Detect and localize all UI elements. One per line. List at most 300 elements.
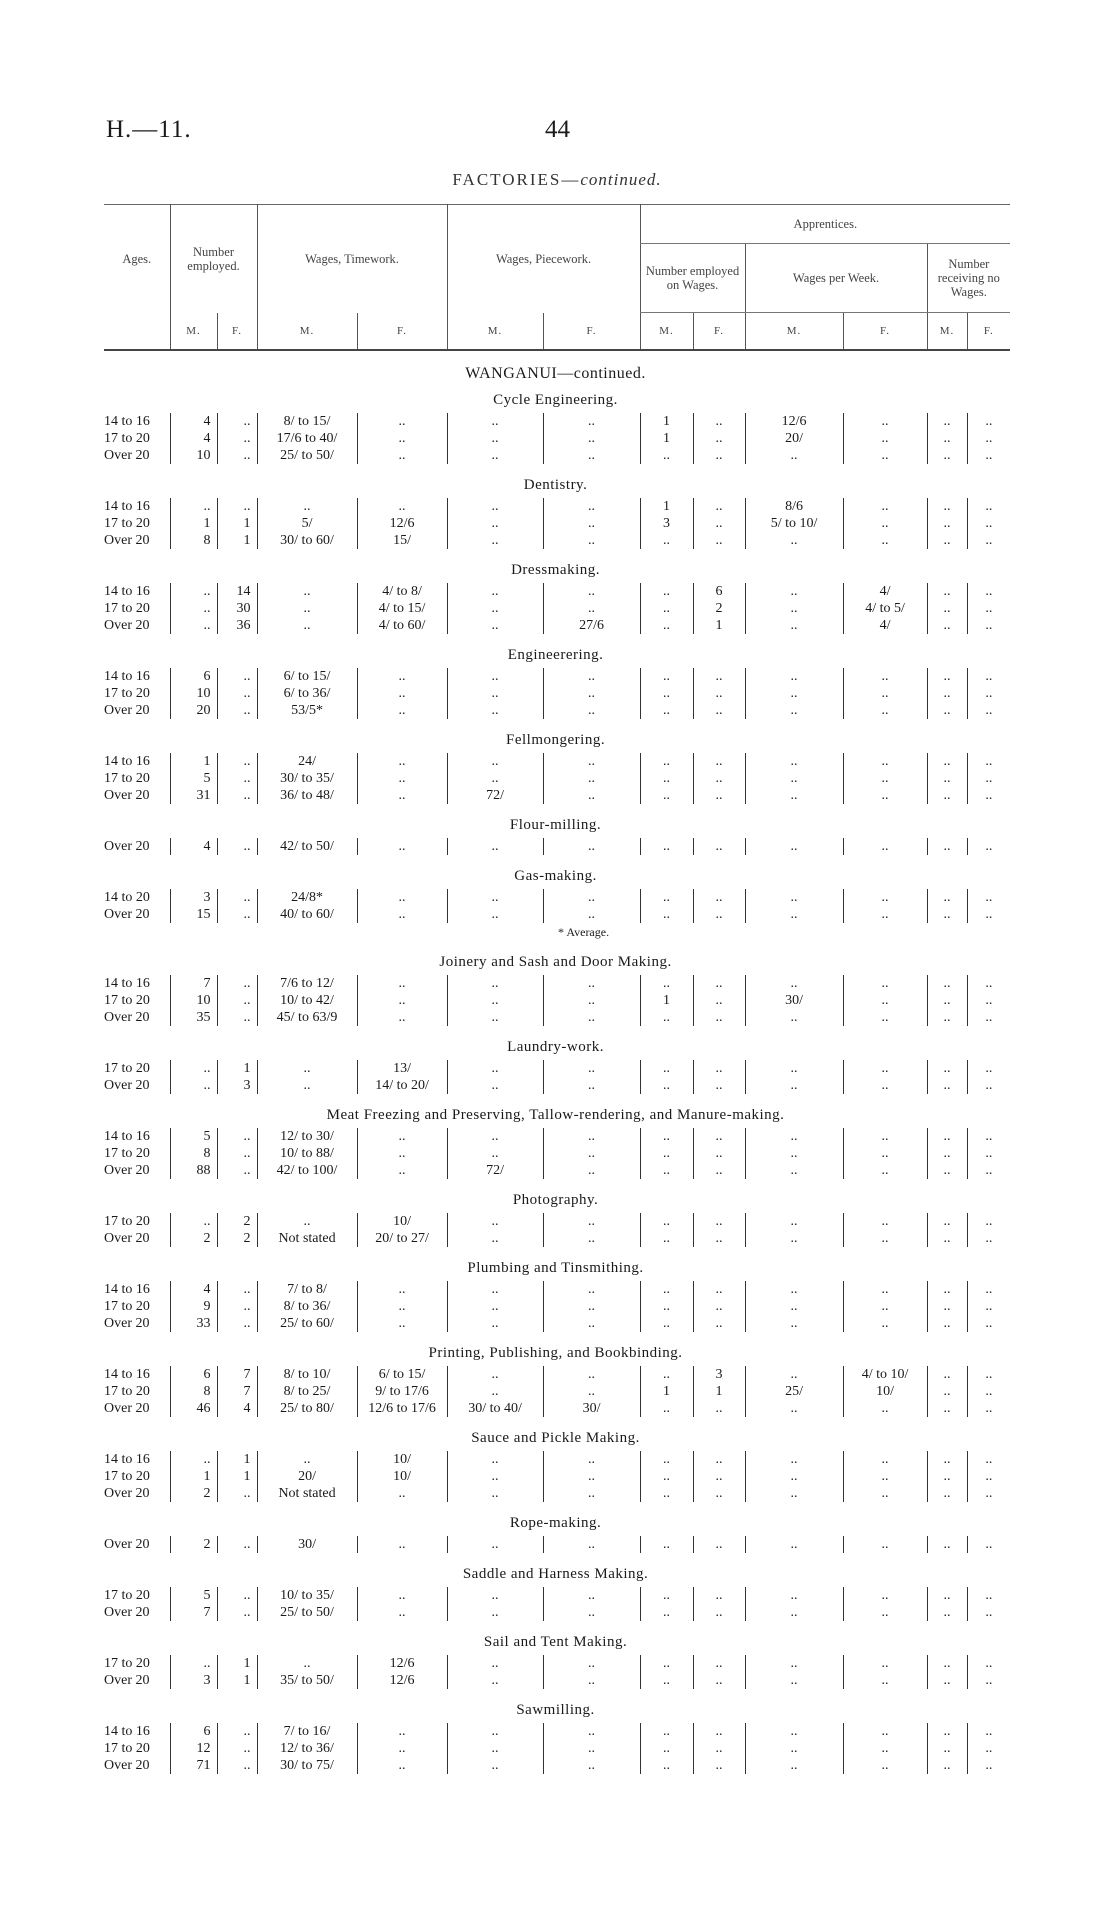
cell-no-wages-f: ..: [967, 1060, 1010, 1077]
cell-employed-m: 5: [170, 770, 217, 787]
cell-no-wages-m: ..: [927, 889, 967, 906]
cell-timework-m: 8/ to 15/: [257, 413, 357, 430]
cell-apprentice-number-f: ..: [693, 498, 745, 515]
cell-employed-f: 2: [217, 1213, 257, 1230]
cell-apprentice-number-f: ..: [693, 515, 745, 532]
cell-apprentice-number-f: ..: [693, 975, 745, 992]
cell-no-wages-f: ..: [967, 992, 1010, 1009]
cell-employed-m: 88: [170, 1162, 217, 1179]
cell-timework-f: ..: [357, 889, 447, 906]
cell-apprentice-number-m: ..: [640, 1009, 693, 1026]
section-spacer: [104, 1247, 1010, 1255]
cell-timework-m: ..: [257, 1451, 357, 1468]
cell-apprentice-wages-f: 4/ to 10/: [843, 1366, 927, 1383]
industry-heading: [104, 1340, 1010, 1366]
col-m: M.: [170, 313, 217, 351]
cell-apprentice-number-m: ..: [640, 583, 693, 600]
cell-apprentice-number-f: 6: [693, 583, 745, 600]
cell-employed-m: ..: [170, 1077, 217, 1094]
cell-employed-m: 2: [170, 1536, 217, 1553]
cell-apprentice-wages-m: ..: [745, 583, 843, 600]
cell-no-wages-f: ..: [967, 1757, 1010, 1774]
cell-employed-f: 1: [217, 1655, 257, 1672]
cell-timework-m: 42/ to 100/: [257, 1162, 357, 1179]
cell-employed-f: ..: [217, 1536, 257, 1553]
cell-no-wages-m: ..: [927, 1298, 967, 1315]
cell-timework-f: ..: [357, 498, 447, 515]
cell-employed-m: 10: [170, 447, 217, 464]
cell-timework-f: ..: [357, 1587, 447, 1604]
cell-no-wages-m: ..: [927, 787, 967, 804]
cell-timework-m: ..: [257, 1213, 357, 1230]
cell-piecework-m: ..: [447, 992, 543, 1009]
industry-heading: [104, 863, 1010, 889]
cell-employed-m: 4: [170, 1281, 217, 1298]
cell-timework-m: 30/ to 60/: [257, 532, 357, 549]
age-group: Over 20: [104, 907, 150, 922]
industry-heading-row: [104, 1034, 1010, 1060]
section-spacer: [104, 1689, 1010, 1697]
section-spacer: [104, 719, 1010, 727]
table-row: [104, 1468, 1010, 1485]
spacer-cell: [104, 1553, 1010, 1561]
cell-apprentice-wages-f: ..: [843, 889, 927, 906]
cell-apprentice-wages-f: ..: [843, 702, 927, 719]
col-ages: Ages.: [122, 251, 152, 266]
industry-title: Rope-making.: [509, 1515, 602, 1531]
cell-piecework-f: ..: [543, 1366, 640, 1383]
cell-piecework-m: ..: [447, 515, 543, 532]
section-spacer: [104, 855, 1010, 863]
title-main: FACTORIES—: [452, 170, 581, 189]
cell-apprentice-wages-f: ..: [843, 906, 927, 923]
cell-apprentice-number-f: ..: [693, 1468, 745, 1485]
age-group: 17 to 20: [104, 516, 150, 531]
age-group: 14 to 16: [104, 976, 150, 991]
cell-employed-f: 1: [217, 532, 257, 549]
cell-piecework-f: ..: [543, 1009, 640, 1026]
cell-piecework-m: ..: [447, 1145, 543, 1162]
cell-apprentice-number-f: ..: [693, 413, 745, 430]
cell-apprentice-number-f: ..: [693, 532, 745, 549]
cell-timework-f: ..: [357, 838, 447, 855]
cell-employed-f: ..: [217, 1740, 257, 1757]
cell-no-wages-m: ..: [927, 498, 967, 515]
cell-apprentice-wages-m: ..: [745, 889, 843, 906]
cell-apprentice-number-m: ..: [640, 1230, 693, 1247]
cell-apprentice-wages-f: ..: [843, 1740, 927, 1757]
cell-piecework-m: ..: [447, 753, 543, 770]
cell-apprentice-wages-m: 20/: [745, 430, 843, 447]
cell-piecework-f: ..: [543, 1468, 640, 1485]
cell-piecework-m: ..: [447, 498, 543, 515]
industry-heading: [104, 1187, 1010, 1213]
table-row: [104, 583, 1010, 600]
table-row: [104, 1740, 1010, 1757]
cell-piecework-f: ..: [543, 889, 640, 906]
cell-piecework-m: ..: [447, 1128, 543, 1145]
cell-apprentice-number-f: ..: [693, 1536, 745, 1553]
col-apprentices: Apprentices.: [640, 205, 1010, 244]
table-row: [104, 498, 1010, 515]
cell-no-wages-m: ..: [927, 770, 967, 787]
cell-piecework-f: ..: [543, 668, 640, 685]
cell-employed-m: 31: [170, 787, 217, 804]
col-number-employed: Number employed.: [170, 205, 257, 313]
cell-no-wages-f: ..: [967, 447, 1010, 464]
cell-timework-m: 45/ to 63/9: [257, 1009, 357, 1026]
cell-piecework-m: ..: [447, 532, 543, 549]
cell-no-wages-m: ..: [927, 1468, 967, 1485]
cell-apprentice-number-f: ..: [693, 1757, 745, 1774]
cell-employed-m: 20: [170, 702, 217, 719]
cell-piecework-f: ..: [543, 1757, 640, 1774]
cell-no-wages-m: ..: [927, 1009, 967, 1026]
cell-apprentice-number-m: ..: [640, 1298, 693, 1315]
cell-apprentice-number-f: ..: [693, 1009, 745, 1026]
cell-apprentice-wages-f: ..: [843, 1230, 927, 1247]
cell-apprentice-number-m: ..: [640, 600, 693, 617]
cell-no-wages-f: ..: [967, 1298, 1010, 1315]
cell-apprentice-wages-f: ..: [843, 1009, 927, 1026]
cell-apprentice-number-m: ..: [640, 668, 693, 685]
cell-no-wages-f: ..: [967, 1145, 1010, 1162]
industry-heading-row: [104, 472, 1010, 498]
cell-apprentice-wages-m: ..: [745, 1723, 843, 1740]
cell-employed-m: 35: [170, 1009, 217, 1026]
cell-employed-f: ..: [217, 1298, 257, 1315]
cell-timework-f: ..: [357, 975, 447, 992]
table-row: [104, 685, 1010, 702]
cell-employed-m: 8: [170, 532, 217, 549]
cell-employed-m: 8: [170, 1145, 217, 1162]
col-m: M.: [927, 313, 967, 351]
table-row: [104, 1145, 1010, 1162]
cell-no-wages-m: ..: [927, 1587, 967, 1604]
cell-apprentice-number-m: ..: [640, 1213, 693, 1230]
cell-timework-f: 4/ to 15/: [357, 600, 447, 617]
cell-apprentice-number-f: ..: [693, 1655, 745, 1672]
cell-piecework-m: ..: [447, 617, 543, 634]
cell-timework-f: ..: [357, 906, 447, 923]
cell-piecework-m: ..: [447, 1604, 543, 1621]
col-m: M.: [745, 313, 843, 351]
cell-piecework-m: ..: [447, 447, 543, 464]
age-group: 17 to 20: [104, 993, 150, 1008]
cell-piecework-m: ..: [447, 1315, 543, 1332]
table-row: [104, 1757, 1010, 1774]
cell-employed-m: 2: [170, 1485, 217, 1502]
cell-apprentice-number-m: ..: [640, 1757, 693, 1774]
region-heading: [104, 350, 1010, 387]
cell-apprentice-number-m: ..: [640, 1077, 693, 1094]
industry-title: Dentistry.: [523, 477, 588, 493]
cell-apprentice-wages-m: ..: [745, 1468, 843, 1485]
cell-piecework-f: ..: [543, 1298, 640, 1315]
table-row: [104, 889, 1010, 906]
col-apprentices-no-wages: Number receiving no Wages.: [927, 244, 1010, 313]
age-group: 17 to 20: [104, 1656, 150, 1671]
table-row: [104, 1366, 1010, 1383]
cell-piecework-m: ..: [447, 975, 543, 992]
cell-apprentice-wages-m: ..: [745, 906, 843, 923]
industry-heading-row: [104, 1510, 1010, 1536]
cell-apprentice-number-m: ..: [640, 1128, 693, 1145]
industry-heading: [104, 1561, 1010, 1587]
cell-piecework-m: ..: [447, 1723, 543, 1740]
cell-timework-f: ..: [357, 668, 447, 685]
cell-apprentice-wages-f: ..: [843, 1060, 927, 1077]
cell-employed-f: ..: [217, 975, 257, 992]
cell-employed-f: ..: [217, 1315, 257, 1332]
cell-apprentice-wages-m: ..: [745, 702, 843, 719]
cell-piecework-f: ..: [543, 1740, 640, 1757]
cell-no-wages-f: ..: [967, 1740, 1010, 1757]
cell-no-wages-f: ..: [967, 770, 1010, 787]
age-group: 17 to 20: [104, 686, 150, 701]
cell-timework-m: 7/ to 16/: [257, 1723, 357, 1740]
cell-piecework-m: ..: [447, 838, 543, 855]
age-group: Over 20: [104, 1078, 150, 1093]
industry-heading: [104, 1629, 1010, 1655]
cell-timework-m: 25/ to 50/: [257, 1604, 357, 1621]
cell-piecework-m: ..: [447, 1230, 543, 1247]
cell-apprentice-number-m: ..: [640, 532, 693, 549]
cell-apprentice-number-m: ..: [640, 1060, 693, 1077]
col-f: F.: [357, 313, 447, 351]
cell-no-wages-f: ..: [967, 753, 1010, 770]
cell-piecework-f: ..: [543, 838, 640, 855]
cell-timework-f: ..: [357, 753, 447, 770]
cell-apprentice-number-f: ..: [693, 1230, 745, 1247]
cell-employed-f: ..: [217, 1162, 257, 1179]
cell-apprentice-wages-f: 4/ to 5/: [843, 600, 927, 617]
table-row: [104, 1009, 1010, 1026]
cell-employed-f: 1: [217, 1451, 257, 1468]
cell-piecework-f: ..: [543, 600, 640, 617]
industry-title: Printing, Publishing, and Bookbinding.: [428, 1345, 683, 1361]
cell-apprentice-number-m: ..: [640, 1451, 693, 1468]
cell-piecework-f: ..: [543, 498, 640, 515]
cell-no-wages-f: ..: [967, 1128, 1010, 1145]
cell-apprentice-number-m: ..: [640, 447, 693, 464]
industry-title: Photography.: [512, 1192, 599, 1208]
col-wages-timework: Wages, Timework.: [257, 205, 447, 313]
cell-piecework-f: ..: [543, 1230, 640, 1247]
cell-apprentice-wages-m: ..: [745, 1451, 843, 1468]
cell-timework-m: 6/ to 36/: [257, 685, 357, 702]
cell-employed-f: ..: [217, 447, 257, 464]
cell-no-wages-m: ..: [927, 906, 967, 923]
cell-no-wages-m: ..: [927, 1060, 967, 1077]
cell-piecework-m: ..: [447, 413, 543, 430]
cell-apprentice-number-f: ..: [693, 685, 745, 702]
cell-apprentice-wages-m: ..: [745, 1400, 843, 1417]
cell-timework-m: 42/ to 50/: [257, 838, 357, 855]
cell-piecework-m: ..: [447, 1298, 543, 1315]
industry-heading-row: [104, 387, 1010, 413]
cell-employed-f: ..: [217, 1128, 257, 1145]
table-row: [104, 600, 1010, 617]
cell-timework-m: 10/ to 88/: [257, 1145, 357, 1162]
table-row: [104, 1587, 1010, 1604]
cell-apprentice-wages-f: ..: [843, 1672, 927, 1689]
cell-piecework-f: ..: [543, 787, 640, 804]
spacer-cell: [104, 1417, 1010, 1425]
industry-heading: [104, 1697, 1010, 1723]
cell-no-wages-f: ..: [967, 1468, 1010, 1485]
cell-timework-f: ..: [357, 1281, 447, 1298]
cell-timework-m: ..: [257, 600, 357, 617]
table-row: [104, 515, 1010, 532]
cell-employed-m: 6: [170, 668, 217, 685]
cell-piecework-f: ..: [543, 702, 640, 719]
table-row: [104, 1060, 1010, 1077]
cell-employed-f: ..: [217, 1145, 257, 1162]
industry-heading: [104, 557, 1010, 583]
cell-apprentice-wages-m: 8/6: [745, 498, 843, 515]
age-group: Over 20: [104, 1401, 150, 1416]
table-row: [104, 1383, 1010, 1400]
cell-timework-m: Not stated: [257, 1485, 357, 1502]
age-group: Over 20: [104, 1316, 150, 1331]
industry-heading: [104, 949, 1010, 975]
cell-no-wages-f: ..: [967, 430, 1010, 447]
cell-no-wages-f: ..: [967, 1536, 1010, 1553]
cell-apprentice-wages-m: ..: [745, 1060, 843, 1077]
industry-heading-row: [104, 1629, 1010, 1655]
cell-apprentice-wages-m: ..: [745, 1213, 843, 1230]
spacer-cell: [104, 719, 1010, 727]
cell-no-wages-f: ..: [967, 583, 1010, 600]
cell-piecework-m: ..: [447, 702, 543, 719]
cell-apprentice-number-f: ..: [693, 1060, 745, 1077]
cell-timework-f: ..: [357, 1128, 447, 1145]
section-spacer: [104, 1621, 1010, 1629]
age-group: 17 to 20: [104, 1299, 150, 1314]
col-f: F.: [843, 313, 927, 351]
cell-apprentice-wages-m: ..: [745, 1145, 843, 1162]
table-row: [104, 1723, 1010, 1740]
cell-apprentice-wages-m: ..: [745, 753, 843, 770]
cell-timework-m: 12/ to 30/: [257, 1128, 357, 1145]
section-spacer: [104, 1094, 1010, 1102]
cell-timework-f: ..: [357, 1740, 447, 1757]
cell-employed-f: ..: [217, 838, 257, 855]
cell-apprentice-number-f: ..: [693, 430, 745, 447]
cell-piecework-m: ..: [447, 889, 543, 906]
cell-no-wages-m: ..: [927, 1383, 967, 1400]
cell-employed-m: 7: [170, 975, 217, 992]
cell-employed-m: 33: [170, 1315, 217, 1332]
cell-apprentice-number-f: ..: [693, 906, 745, 923]
age-group: Over 20: [104, 618, 150, 633]
cell-apprentice-wages-m: ..: [745, 447, 843, 464]
cell-no-wages-m: ..: [927, 515, 967, 532]
industry-title: Saddle and Harness Making.: [462, 1566, 649, 1582]
table-row: [104, 770, 1010, 787]
cell-timework-m: 8/ to 36/: [257, 1298, 357, 1315]
cell-apprentice-number-f: 1: [693, 617, 745, 634]
age-group: Over 20: [104, 1163, 150, 1178]
cell-timework-m: 10/ to 35/: [257, 1587, 357, 1604]
cell-apprentice-wages-m: ..: [745, 1009, 843, 1026]
industry-title: Engineerering.: [507, 647, 604, 663]
cell-employed-m: 9: [170, 1298, 217, 1315]
age-group: Over 20: [104, 788, 150, 803]
cell-timework-f: ..: [357, 685, 447, 702]
cell-apprentice-number-m: ..: [640, 1672, 693, 1689]
age-group: 14 to 16: [104, 1282, 150, 1297]
cell-apprentice-wages-m: ..: [745, 1077, 843, 1094]
age-group: 17 to 20: [104, 1214, 150, 1229]
cell-apprentice-number-f: ..: [693, 1077, 745, 1094]
cell-piecework-f: ..: [543, 770, 640, 787]
cell-timework-f: 9/ to 17/6: [357, 1383, 447, 1400]
cell-apprentice-wages-m: ..: [745, 1655, 843, 1672]
age-group: Over 20: [104, 1673, 150, 1688]
table-row: [104, 975, 1010, 992]
cell-no-wages-m: ..: [927, 992, 967, 1009]
cell-employed-m: ..: [170, 1060, 217, 1077]
cell-apprentice-wages-m: ..: [745, 770, 843, 787]
cell-employed-m: ..: [170, 583, 217, 600]
cell-timework-f: 10/: [357, 1468, 447, 1485]
cell-apprentice-number-f: ..: [693, 702, 745, 719]
cell-piecework-f: ..: [543, 1672, 640, 1689]
cell-apprentice-number-m: ..: [640, 770, 693, 787]
cell-employed-m: ..: [170, 600, 217, 617]
table-row: [104, 992, 1010, 1009]
cell-employed-m: 4: [170, 413, 217, 430]
cell-piecework-f: ..: [543, 1077, 640, 1094]
cell-timework-f: 15/: [357, 532, 447, 549]
cell-piecework-m: ..: [447, 600, 543, 617]
cell-apprentice-wages-f: 10/: [843, 1383, 927, 1400]
report-reference: H.—11.: [106, 116, 192, 143]
age-group: 14 to 20: [104, 890, 150, 905]
cell-employed-f: ..: [217, 430, 257, 447]
age-group: 17 to 20: [104, 1061, 150, 1076]
cell-timework-m: 7/ to 8/: [257, 1281, 357, 1298]
table-row: [104, 1077, 1010, 1094]
table-row: [104, 1655, 1010, 1672]
cell-timework-m: 30/ to 75/: [257, 1757, 357, 1774]
cell-no-wages-m: ..: [927, 532, 967, 549]
cell-employed-f: 1: [217, 1672, 257, 1689]
cell-employed-m: ..: [170, 1655, 217, 1672]
cell-employed-m: 12: [170, 1740, 217, 1757]
cell-piecework-m: 30/ to 40/: [447, 1400, 543, 1417]
cell-timework-f: 10/: [357, 1213, 447, 1230]
cell-no-wages-m: ..: [927, 1400, 967, 1417]
cell-piecework-m: ..: [447, 1468, 543, 1485]
cell-employed-f: 1: [217, 1468, 257, 1485]
footnote-row: [104, 923, 1010, 941]
cell-apprentice-number-m: 1: [640, 992, 693, 1009]
cell-no-wages-m: ..: [927, 1281, 967, 1298]
spacer-cell: [104, 1621, 1010, 1629]
cell-apprentice-number-m: ..: [640, 1536, 693, 1553]
cell-employed-f: 4: [217, 1400, 257, 1417]
cell-apprentice-wages-f: ..: [843, 1655, 927, 1672]
age-group: 14 to 16: [104, 669, 150, 684]
region-heading-row: [104, 350, 1010, 387]
cell-timework-m: 24/8*: [257, 889, 357, 906]
cell-piecework-f: ..: [543, 447, 640, 464]
cell-employed-m: 3: [170, 1672, 217, 1689]
cell-apprentice-wages-f: ..: [843, 838, 927, 855]
